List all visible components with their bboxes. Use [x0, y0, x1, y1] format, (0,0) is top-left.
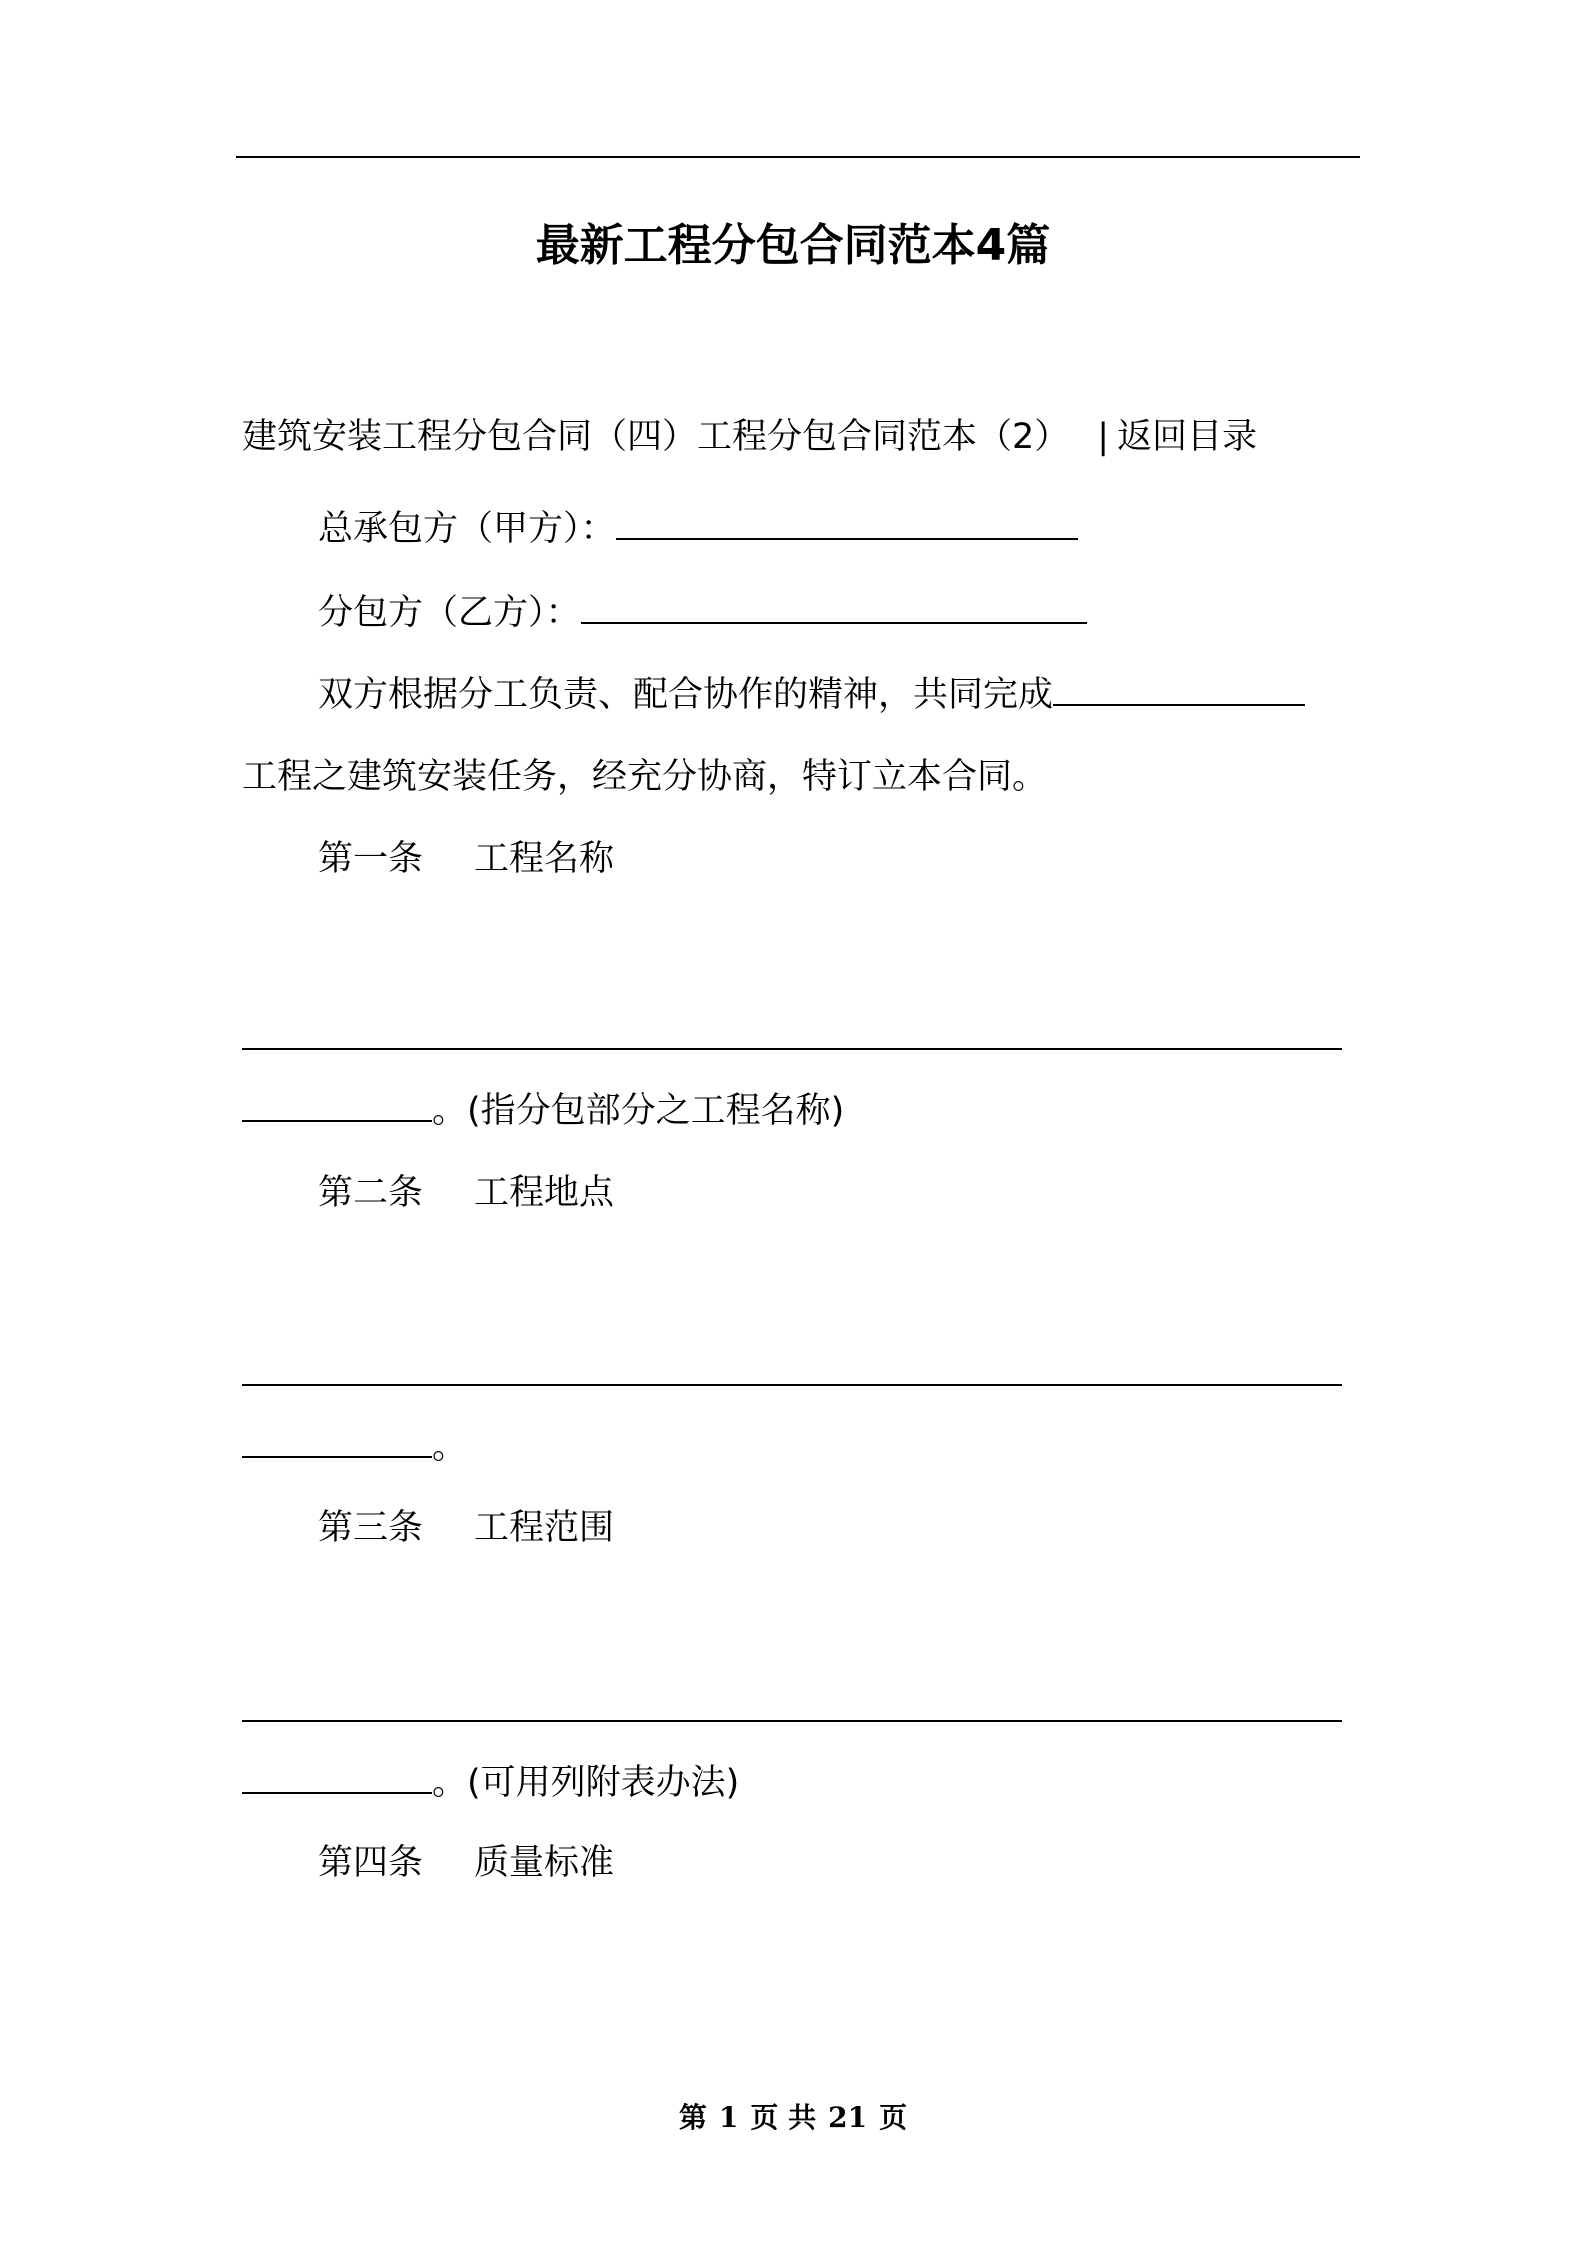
- article-3-note-line: [242, 1756, 739, 1808]
- article-3-heading: [318, 1503, 614, 1553]
- article-3-number: 第三条: [318, 1508, 424, 1548]
- contractor-blank[interactable]: [616, 502, 1078, 540]
- page-footer: [0, 2098, 1586, 2138]
- subcontractor-blank[interactable]: [581, 586, 1087, 624]
- article-3-note: 。(可用列附表办法): [432, 1763, 740, 1803]
- preamble-line-2: [242, 752, 1047, 802]
- article-2-note: 。: [432, 1427, 468, 1467]
- article-3-blank-short[interactable]: [242, 1756, 432, 1794]
- toc-separator: |: [1097, 417, 1110, 457]
- current-page-number: 1: [718, 2101, 739, 2134]
- article-1-blank-line[interactable]: [242, 1048, 1342, 1050]
- project-name-blank[interactable]: [1053, 668, 1305, 706]
- header-rule: [236, 156, 1360, 158]
- article-1-note-line: [242, 1084, 844, 1136]
- article-2-note-line: [242, 1420, 467, 1472]
- total-pages-number: 21: [828, 2101, 868, 2134]
- back-to-toc-link[interactable]: 返回目录: [1117, 417, 1258, 457]
- article-2-blank-short[interactable]: [242, 1420, 432, 1458]
- article-4-heading: [318, 1838, 614, 1888]
- preamble-line-1: [318, 668, 1305, 720]
- document-title: 最新工程分包合同范本4篇: [535, 220, 1051, 271]
- preamble-text-2: 工程之建筑安装任务，经充分协商，特订立本合同。: [242, 757, 1048, 797]
- subcontractor-line: [318, 586, 1087, 638]
- footer-middle: 页 共: [750, 2101, 817, 2134]
- subcontractor-label: 分包方（乙方）：: [318, 593, 581, 633]
- toc-line-text: 建筑安装工程分包合同（四）工程分包合同范本（2）: [242, 417, 1070, 457]
- toc-line: [242, 412, 1257, 462]
- article-3-title: 工程范围: [474, 1508, 615, 1548]
- article-1-title: 工程名称: [474, 839, 615, 879]
- article-1-heading: [318, 834, 614, 884]
- article-1-blank-short[interactable]: [242, 1084, 432, 1122]
- article-2-title: 工程地点: [474, 1173, 615, 1213]
- article-3-blank-line[interactable]: [242, 1720, 1342, 1722]
- article-4-number: 第四条: [318, 1843, 424, 1883]
- contractor-label: 总承包方（甲方）：: [318, 509, 616, 549]
- article-2-number: 第二条: [318, 1173, 424, 1213]
- footer-prefix: 第: [678, 2101, 707, 2134]
- article-2-heading: [318, 1168, 614, 1218]
- article-1-note: 。(指分包部分之工程名称): [432, 1091, 845, 1131]
- preamble-text-1: 双方根据分工负责、配合协作的精神，共同完成: [318, 675, 1054, 715]
- article-4-title: 质量标准: [474, 1843, 615, 1883]
- footer-suffix: 页: [879, 2101, 908, 2134]
- article-1-number: 第一条: [318, 839, 424, 879]
- article-2-blank-line[interactable]: [242, 1384, 1342, 1386]
- contractor-line: [318, 502, 1078, 554]
